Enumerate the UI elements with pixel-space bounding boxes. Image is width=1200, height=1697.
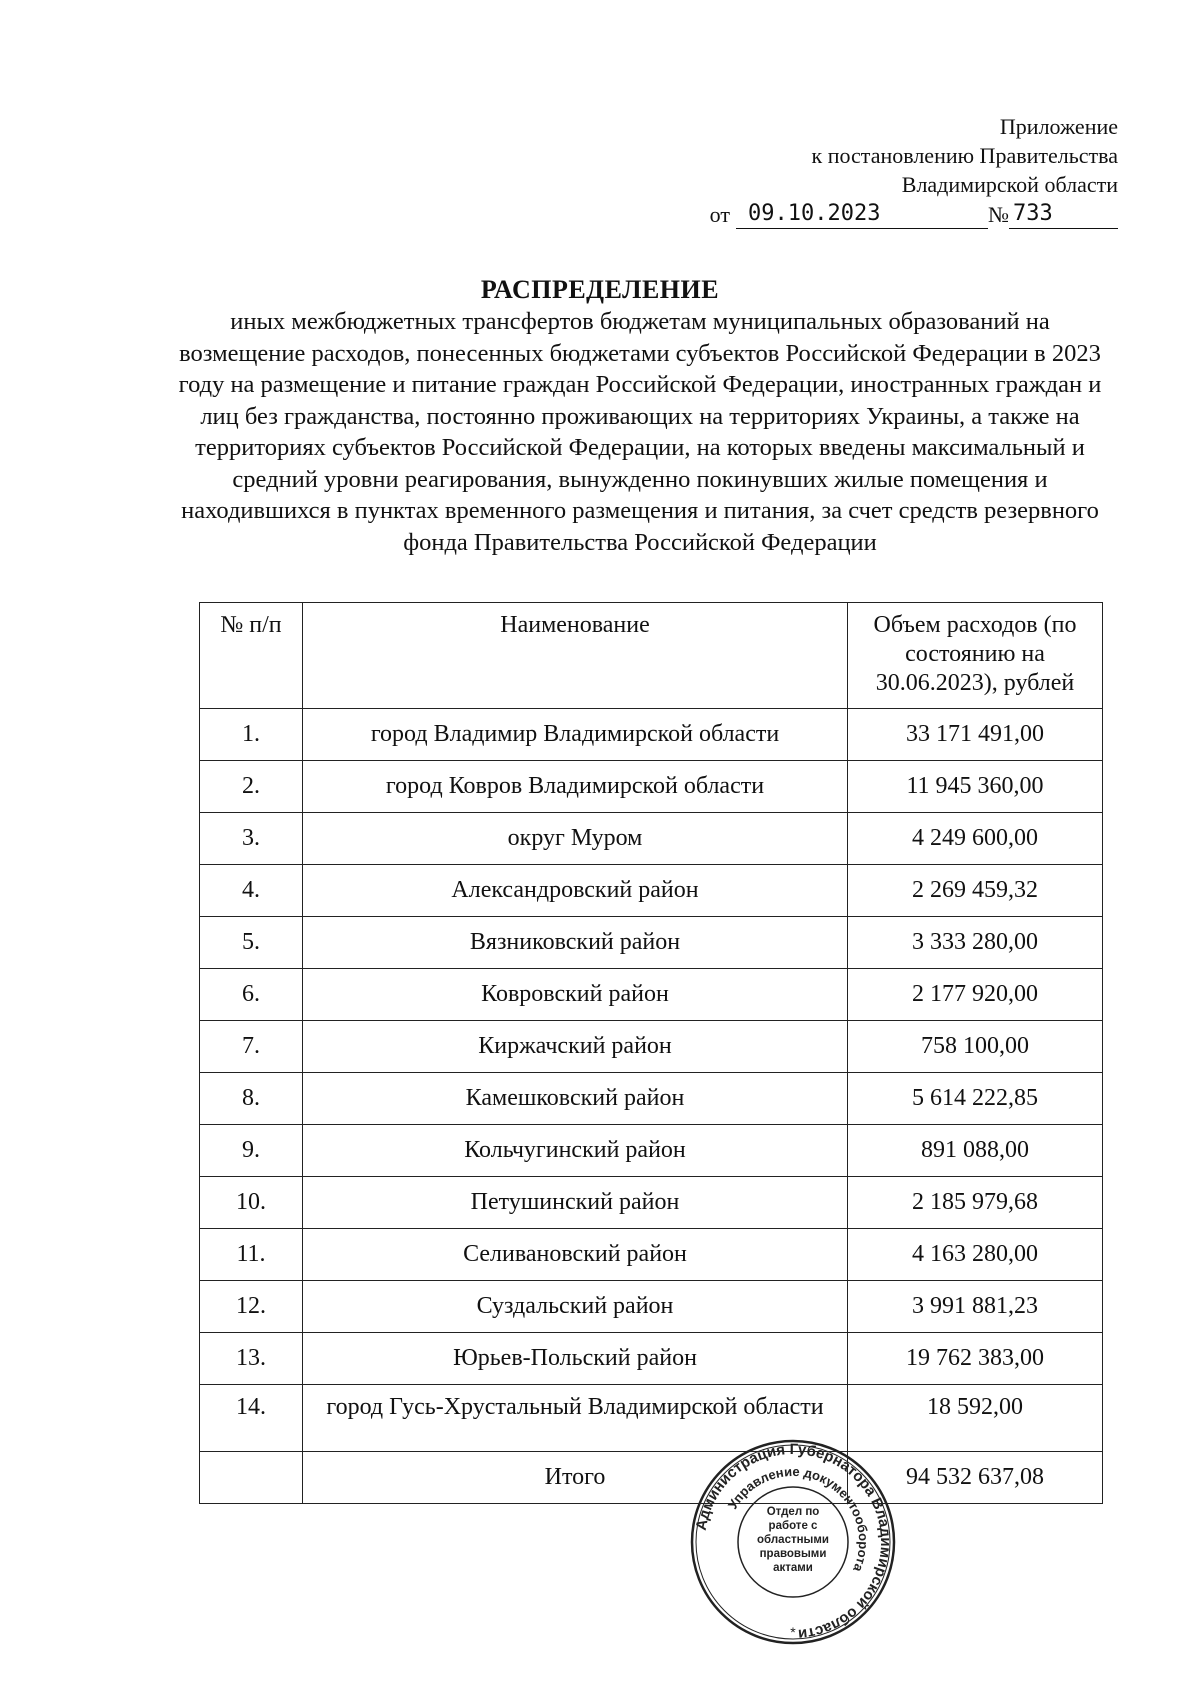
table-row xyxy=(200,761,1103,813)
header-num xyxy=(200,603,303,709)
header-amount-label: Объем расходов (по состоянию на 30.06.2023), рублей xyxy=(873,612,1077,696)
row-amount: 4 249 600,00 xyxy=(848,813,1103,865)
row-num: 13. xyxy=(200,1333,303,1385)
appendix-date-row xyxy=(698,199,1118,229)
row-num: 9. xyxy=(200,1125,303,1177)
table-row xyxy=(200,1385,1103,1452)
row-amount: 5 614 222,85 xyxy=(848,1073,1103,1125)
row-amount: 33 171 491,00 xyxy=(848,709,1103,761)
row-amount: 11 945 360,00 xyxy=(848,761,1103,813)
document-subtitle: иных межбюджетных трансфертов бюджетам муниципальных образований на возмещение расходов, понесенных бюджетами субъектов Российской Федерации в 2023 году на размещение и питание граждан Российской Федерации, иностранных граждан и лиц без гражданства, постоянно проживающих на территориях Украины, а также на территориях субъектов Российской Федерации, на которых введены максимальный и средний уровни реагирования, вынужденно покинувших жилые помещения и находившихся в пунктах временного размещения и питания, за счет средств резервного фонда Правительства Российской Федерации xyxy=(178,308,1102,556)
row-amount: 758 100,00 xyxy=(848,1021,1103,1073)
row-name: город Гусь-Хрустальный Владимирской области xyxy=(303,1385,848,1452)
official-stamp xyxy=(688,1437,898,1647)
row-name: Вязниковский район xyxy=(303,917,848,969)
header-amount xyxy=(848,603,1103,709)
row-name: Кольчугинский район xyxy=(303,1125,848,1177)
total-amount: 94 532 637,08 xyxy=(848,1452,1103,1504)
stamp-star-icon: * xyxy=(790,1624,796,1640)
stamp-center-text: Отдел по работе с областными правовыми актами xyxy=(757,1506,829,1574)
distribution-table xyxy=(199,602,1103,1504)
row-name: Петушинский район xyxy=(303,1177,848,1229)
row-name: город Ковров Владимирской области xyxy=(303,761,848,813)
row-name: город Владимир Владимирской области xyxy=(303,709,848,761)
resolution-number: 733 xyxy=(1009,199,1118,229)
row-num: 4. xyxy=(200,865,303,917)
row-amount: 19 762 383,00 xyxy=(848,1333,1103,1385)
row-num: 8. xyxy=(200,1073,303,1125)
row-num: 12. xyxy=(200,1281,303,1333)
row-name: Киржачский район xyxy=(303,1021,848,1073)
row-num: 11. xyxy=(200,1229,303,1281)
table-row xyxy=(200,1333,1103,1385)
row-name: Камешковский район xyxy=(303,1073,848,1125)
row-amount: 4 163 280,00 xyxy=(848,1229,1103,1281)
total-num xyxy=(200,1452,303,1504)
row-name: округ Муром xyxy=(303,813,848,865)
stamp-center xyxy=(746,1505,840,1581)
table-row xyxy=(200,1281,1103,1333)
row-amount: 18 592,00 xyxy=(848,1385,1103,1452)
table-row xyxy=(200,917,1103,969)
total-row xyxy=(200,1452,1103,1504)
number-prefix: № xyxy=(988,202,1009,227)
table-header-row xyxy=(200,603,1103,709)
header-num-label: № п/п xyxy=(220,612,282,638)
header-name-label: Наименование xyxy=(500,612,650,638)
appendix-title: Приложение xyxy=(999,114,1118,139)
row-num: 2. xyxy=(200,761,303,813)
row-num: 5. xyxy=(200,917,303,969)
row-amount: 3 333 280,00 xyxy=(848,917,1103,969)
row-num: 10. xyxy=(200,1177,303,1229)
table-row xyxy=(200,813,1103,865)
row-name: Ковровский район xyxy=(303,969,848,1021)
row-num: 6. xyxy=(200,969,303,1021)
header-name xyxy=(303,603,848,709)
total-label: Итого xyxy=(303,1452,848,1504)
resolution-date: 09.10.2023 xyxy=(736,199,988,229)
table-row xyxy=(200,709,1103,761)
table-row xyxy=(200,1073,1103,1125)
row-amount: 2 269 459,32 xyxy=(848,865,1103,917)
stamp-inner-ring-text: Управление документооборота xyxy=(724,1463,872,1575)
table-row xyxy=(200,1021,1103,1073)
table-row xyxy=(200,865,1103,917)
row-num: 1. xyxy=(200,709,303,761)
row-amount: 3 991 881,23 xyxy=(848,1281,1103,1333)
appendix-resolution: к постановлению Правительства xyxy=(811,143,1118,168)
row-amount: 2 185 979,68 xyxy=(848,1177,1103,1229)
row-name: Суздальский район xyxy=(303,1281,848,1333)
table-row xyxy=(200,1125,1103,1177)
row-name: Юрьев-Польский район xyxy=(303,1333,848,1385)
row-num: 7. xyxy=(200,1021,303,1073)
table-row xyxy=(200,1229,1103,1281)
row-num: 14. xyxy=(200,1385,303,1452)
document-title: РАСПРЕДЕЛЕНИЕ xyxy=(480,275,720,304)
table-row xyxy=(200,969,1103,1021)
date-prefix: от xyxy=(709,202,730,227)
appendix-region: Владимирской области xyxy=(901,172,1118,197)
row-num: 3. xyxy=(200,813,303,865)
stamp-outer-text: Администрация Губернатора Владимирской области xyxy=(692,1440,895,1643)
row-amount: 891 088,00 xyxy=(848,1125,1103,1177)
appendix-block xyxy=(698,112,1118,229)
row-amount: 2 177 920,00 xyxy=(848,969,1103,1021)
table-row xyxy=(200,1177,1103,1229)
row-name: Александровский район xyxy=(303,865,848,917)
row-name: Селивановский район xyxy=(303,1229,848,1281)
